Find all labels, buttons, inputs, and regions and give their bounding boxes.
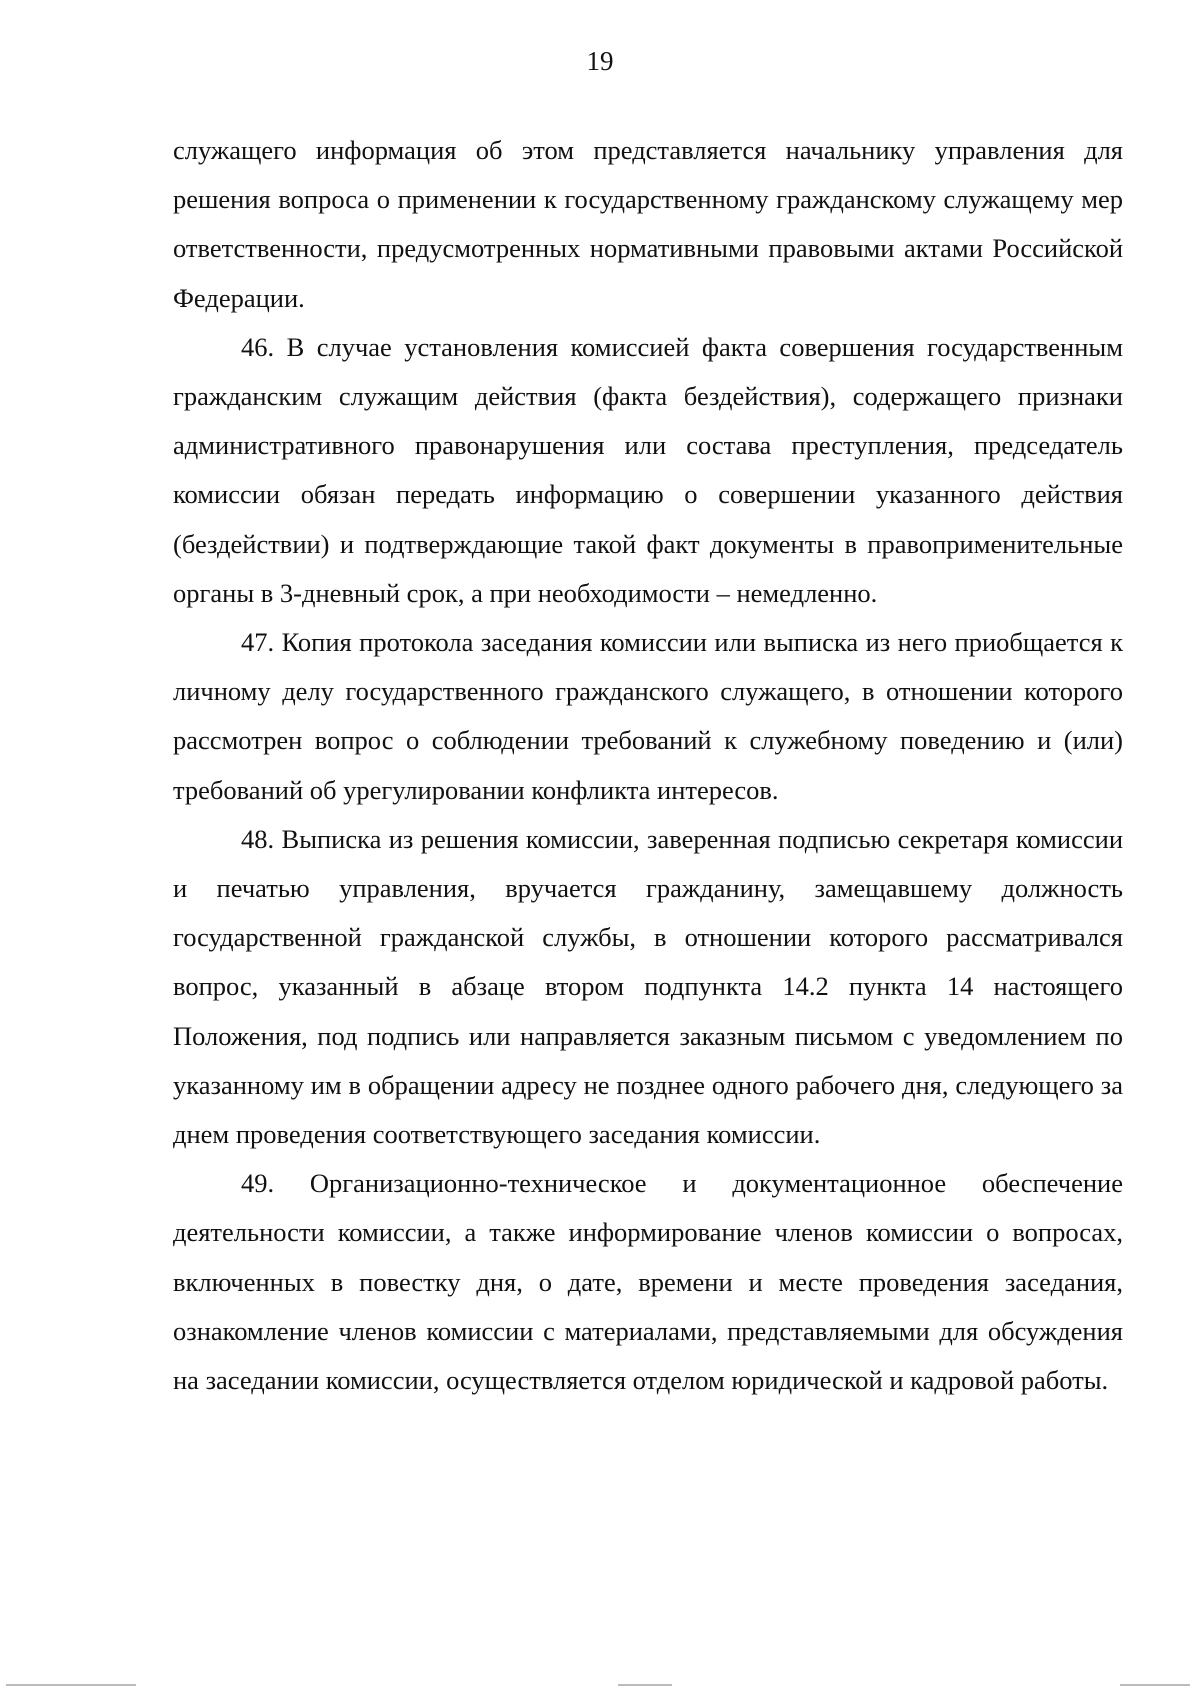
page-number: 19 (586, 46, 614, 76)
paragraph-47: 47. Копия протокола заседания комиссии или выписка из него приобщается к личному делу государственного гражданского служащего, в отношении которого рассмотрен вопрос о соблюдении требований к служебному поведению и (или) требований об урегулировании конфликта интересов. (173, 627, 1123, 805)
paragraph-49: 49. Организационно-техническое и документационное обеспечение деятельности комиссии, а также информирование членов комиссии о вопросах, включенных в повестку дня, о дате, времени и месте проведения заседания, ознакомление членов комиссии с материалами, представляемыми для обсуждения на заседании комиссии, осуществляется отделом юридической и кадровой работы. (173, 1168, 1123, 1396)
paragraph-45-continuation: служащего информация об этом представляется начальнику управления для решения вопроса о применении к государственному гражданскому служащему мер ответственности, предусмотренных нормативными правовыми актами Российской Федерации. (173, 135, 1123, 313)
scan-artifact-center (618, 1684, 672, 1686)
scan-artifact-right (1120, 1684, 1190, 1686)
paragraph-46: 46. В случае установления комиссией факта совершения государственным гражданским служащим действия (факта бездействия), содержащего признаки административного правонарушения или состава преступления, председатель комиссии обязан передать информацию о совершении указанного действия (бездействии) и подтверждающие такой факт документы в правоприменительные органы в 3-дневный срок, а при необходимости – немедленно. (173, 331, 1123, 608)
scan-artifact-left (6, 1684, 136, 1686)
document-body (173, 126, 1123, 1405)
paragraph-48: 48. Выписка из решения комиссии, заверенная подписью секретаря комиссии и печатью управления, вручается гражданину, замещавшему должность государственной гражданской службы, в отношении которого рассматривался вопрос, указанный в абзаце втором подпункта 14.2 пункта 14 настоящего Положения, под подпись или направляется заказным письмом с уведомлением по указанному им в обращении адресу не позднее одного рабочего дня, следующего за днем проведения соответствующего заседания комиссии. (173, 823, 1123, 1150)
